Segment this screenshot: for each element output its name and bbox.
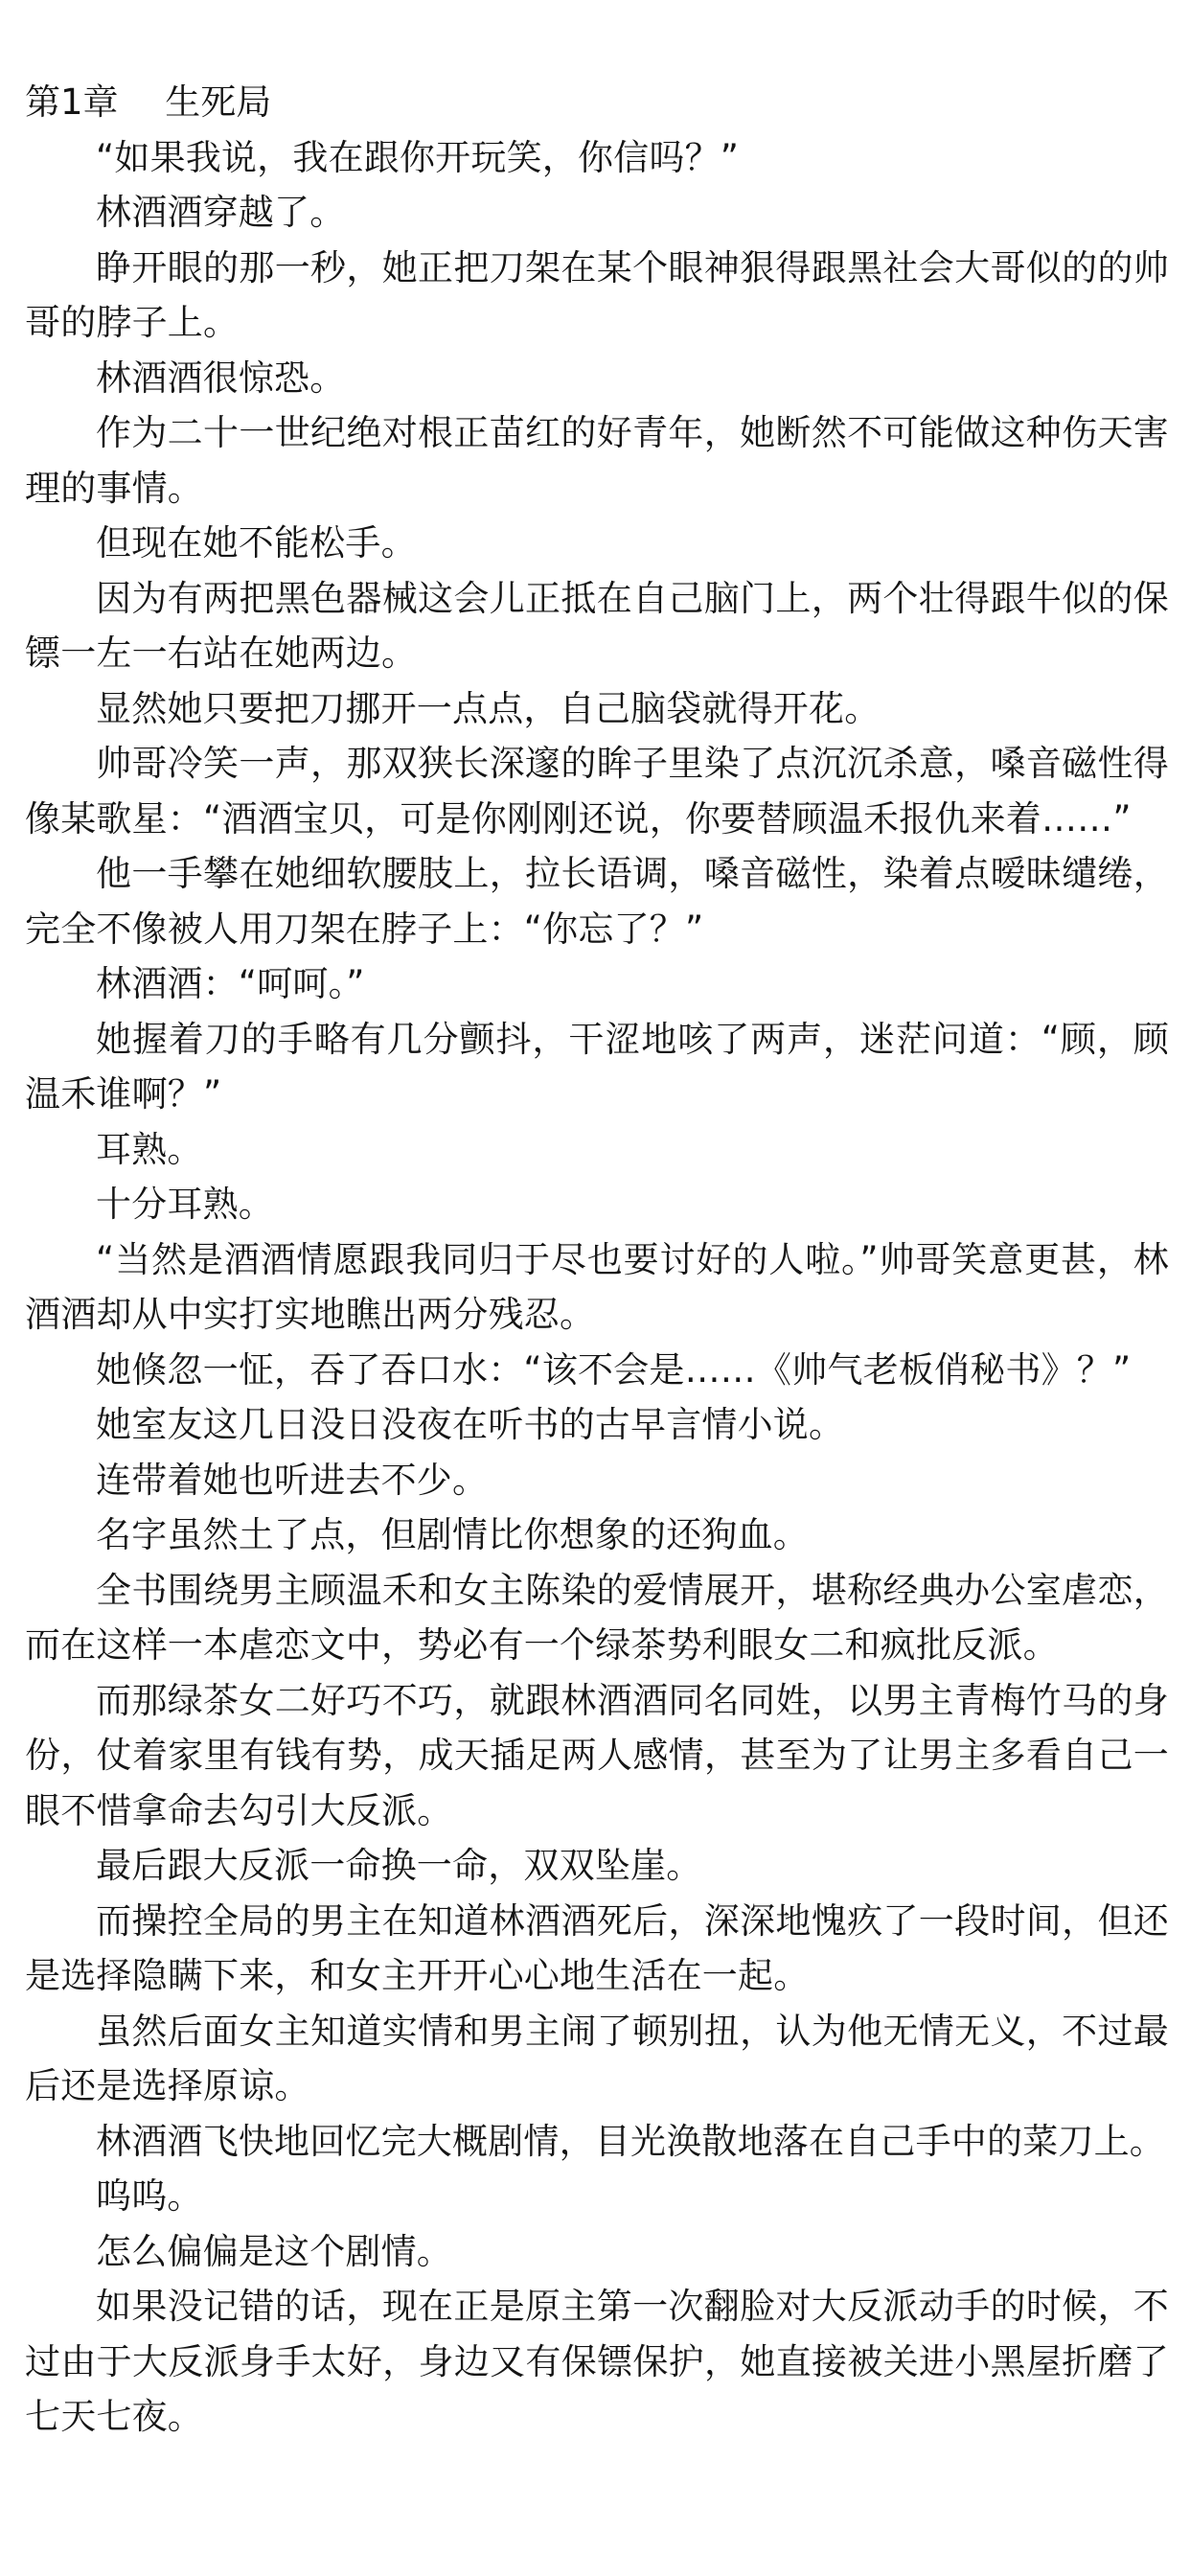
paragraph: 他一手攀在她细软腰肢上，拉长语调，嗓音磁性，染着点暧昧缱绻，完全不像被人用刀架在脖子上：“你忘了？” — [25, 853, 1169, 950]
paragraph: 她室友这几日没日没夜在听书的古早言情小说。 — [96, 1404, 845, 1445]
paragraph: 林酒酒穿越了。 — [96, 192, 346, 233]
paragraph: 而操控全局的男主在知道林酒酒死后，深深地愧疚了一段时间，但还是选择隐瞒下来，和女主开开心心地生活在一起。 — [25, 1899, 1169, 1996]
paragraph: 虽然后面女主知道实情和男主闹了顿别扭，认为他无情无义，不过最后还是选择原谅。 — [25, 2010, 1169, 2106]
paragraph: 全书围绕男主顾温禾和女主陈染的爱情展开，堪称经典办公室虐恋，而在这样一本虐恋文中，势必有一个绿茶势利眼女二和疯批反派。 — [25, 1569, 1169, 1666]
paragraph: 十分耳熟。 — [96, 1184, 274, 1225]
paragraph: 帅哥冷笑一声，那双狭长深邃的眸子里染了点沉沉杀意，嗓音磁性得像某歌星：“酒酒宝贝，可是你刚刚还说，你要替顾温禾报仇来着……” — [25, 743, 1169, 840]
paragraph: 林酒酒很惊恐。 — [96, 356, 346, 399]
paragraph: 她倏忽一怔，吞了吞口水：“该不会是……《帅气老板俏秘书》？” — [96, 1348, 1132, 1391]
paragraph: “如果我说，我在跟你开玩笑，你信吗？” — [96, 136, 740, 178]
paragraph: 显然她只要把刀挪开一点点，自己脑袋就得开花。 — [96, 687, 881, 729]
paragraph: 她握着刀的手略有几分颤抖，干涩地咳了两声，迷茫问道：“顾，顾温禾谁啊？” — [25, 1018, 1169, 1115]
paragraph: 最后跟大反派一命换一命，双双坠崖。 — [96, 1845, 702, 1886]
paragraph: 林酒酒：“呵呵。” — [96, 963, 365, 1004]
paragraph: 如果没记错的话，现在正是原主第一次翻脸对大反派动手的时候，不过由于大反派身手太好，身边又有保镖保护，她直接被关进小黑屋折磨了七天七夜。 — [25, 2286, 1169, 2437]
paragraph: 呜呜。 — [96, 2175, 203, 2217]
paragraph: 因为有两把黑色器械这会儿正抵在自己脑门上，两个壮得跟牛似的保镖一左一右站在她两边。 — [25, 577, 1169, 674]
paragraph: 林酒酒飞快地回忆完大概剧情，目光涣散地落在自己手中的菜刀上。 — [96, 2120, 1165, 2162]
chapter-body — [25, 130, 1169, 2445]
paragraph: “当然是酒酒情愿跟我同归于尽也要讨好的人啦。”帅哥笑意更甚，林酒酒却从中实打实地瞧出两分残忍。 — [25, 1238, 1169, 1335]
chapter-title: 第1章 生死局 — [25, 81, 272, 123]
paragraph: 但现在她不能松手。 — [96, 522, 417, 564]
paragraph: 耳熟。 — [96, 1128, 203, 1170]
paragraph: 作为二十一世纪绝对根正苗红的好青年，她断然不可能做这种伤天害理的事情。 — [25, 412, 1169, 509]
paragraph: 怎么偏偏是这个剧情。 — [96, 2230, 452, 2272]
paragraph: 名字虽然土了点，但剧情比你想象的还狗血。 — [96, 1514, 809, 1555]
paragraph: 连带着她也听进去不少。 — [96, 1459, 489, 1501]
paragraph: 而那绿茶女二好巧不巧，就跟林酒酒同名同姓，以男主青梅竹马的身份，仗着家里有钱有势，成天插足两人感情，甚至为了让男主多看自己一眼不惜拿命去勾引大反派。 — [25, 1679, 1169, 1831]
paragraph: 睁开眼的那一秒，她正把刀架在某个眼神狠得跟黑社会大哥似的的帅哥的脖子上。 — [25, 246, 1169, 343]
